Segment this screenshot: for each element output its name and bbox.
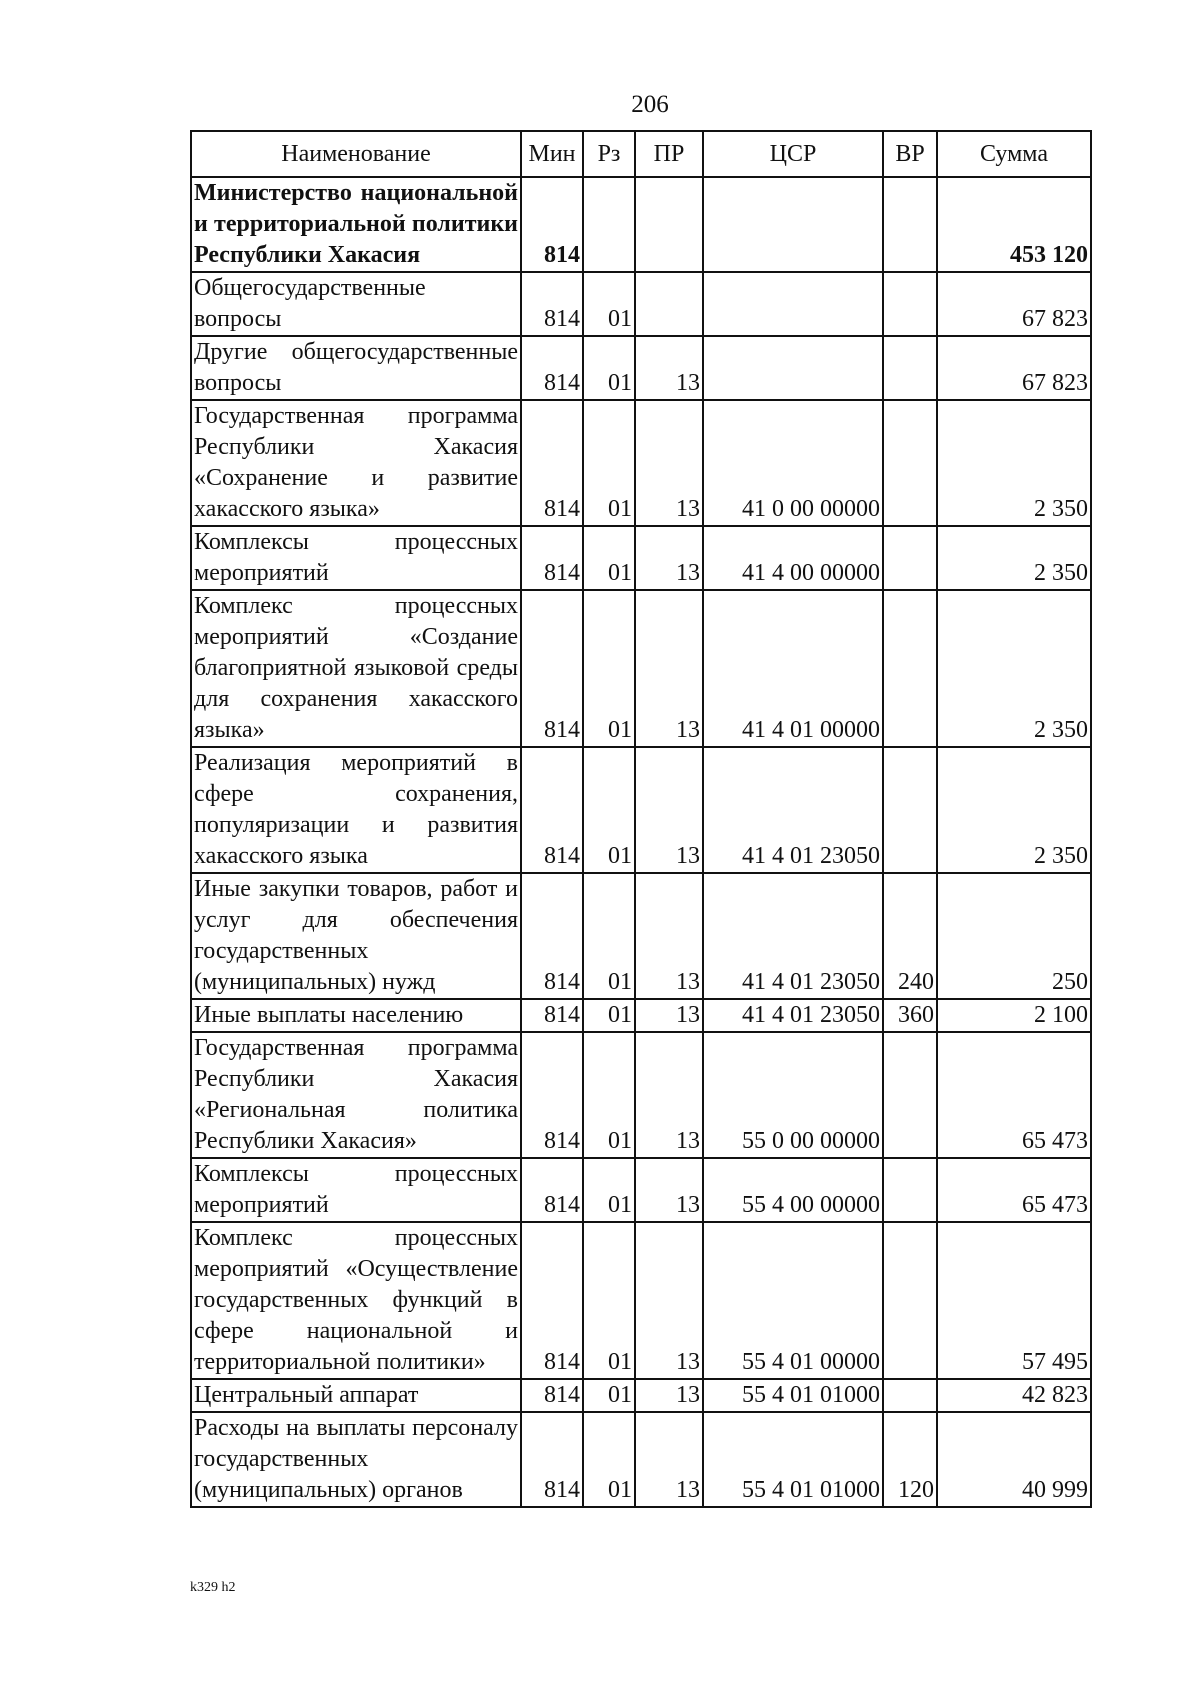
- cell-csr: 41 0 00 00000: [703, 400, 883, 526]
- cell-min: 814: [521, 336, 583, 400]
- table-row: [191, 1412, 1091, 1507]
- table-row: [191, 1158, 1091, 1222]
- cell-pr: 13: [635, 590, 703, 747]
- cell-name: Государственная программа Республики Хакасия «Региональная политика Республики Хакасия»: [191, 1032, 521, 1158]
- cell-min: 814: [521, 1379, 583, 1412]
- cell-rz: 01: [583, 999, 635, 1032]
- cell-min: 814: [521, 1158, 583, 1222]
- table-row: [191, 1379, 1091, 1412]
- cell-rz: 01: [583, 873, 635, 999]
- cell-vr: 360: [883, 999, 937, 1032]
- cell-sum: 2 350: [937, 526, 1091, 590]
- cell-csr: 55 4 01 01000: [703, 1379, 883, 1412]
- cell-min: 814: [521, 400, 583, 526]
- cell-min: 814: [521, 747, 583, 873]
- cell-rz: 01: [583, 336, 635, 400]
- cell-sum: 2 350: [937, 590, 1091, 747]
- cell-pr: 13: [635, 999, 703, 1032]
- cell-name: Комплекс процессных мероприятий «Создание благоприятной языковой среды для сохранения хакасского языка»: [191, 590, 521, 747]
- cell-pr: 13: [635, 1379, 703, 1412]
- cell-vr: [883, 1222, 937, 1379]
- cell-name: Общегосударственные вопросы: [191, 272, 521, 336]
- cell-sum: 453 120: [937, 177, 1091, 272]
- header-pr: ПР: [635, 131, 703, 177]
- cell-rz: 01: [583, 747, 635, 873]
- table-row: [191, 747, 1091, 873]
- cell-csr: 55 4 01 01000: [703, 1412, 883, 1507]
- cell-vr: [883, 177, 937, 272]
- cell-rz: 01: [583, 1412, 635, 1507]
- cell-pr: [635, 272, 703, 336]
- cell-rz: 01: [583, 1032, 635, 1158]
- header-min: Мин: [521, 131, 583, 177]
- cell-sum: 2 100: [937, 999, 1091, 1032]
- cell-vr: [883, 1032, 937, 1158]
- cell-csr: 55 4 00 00000: [703, 1158, 883, 1222]
- cell-rz: 01: [583, 1379, 635, 1412]
- table-row: [191, 999, 1091, 1032]
- cell-pr: 13: [635, 1158, 703, 1222]
- cell-pr: 13: [635, 1032, 703, 1158]
- budget-table: [190, 130, 1092, 1508]
- cell-csr: 41 4 01 23050: [703, 873, 883, 999]
- header-sum: Сумма: [937, 131, 1091, 177]
- cell-pr: 13: [635, 526, 703, 590]
- cell-min: 814: [521, 873, 583, 999]
- cell-vr: [883, 590, 937, 747]
- cell-rz: 01: [583, 526, 635, 590]
- cell-csr: [703, 336, 883, 400]
- cell-csr: [703, 272, 883, 336]
- cell-name: Другие общегосударственные вопросы: [191, 336, 521, 400]
- cell-vr: [883, 526, 937, 590]
- table-row: [191, 873, 1091, 999]
- table-row: [191, 590, 1091, 747]
- cell-min: 814: [521, 272, 583, 336]
- cell-pr: 13: [635, 747, 703, 873]
- cell-vr: [883, 400, 937, 526]
- cell-name: Реализация мероприятий в сфере сохранения, популяризации и развития хакасского языка: [191, 747, 521, 873]
- cell-vr: [883, 1158, 937, 1222]
- cell-name: Центральный аппарат: [191, 1379, 521, 1412]
- cell-vr: [883, 1379, 937, 1412]
- cell-vr: 120: [883, 1412, 937, 1507]
- cell-pr: [635, 177, 703, 272]
- cell-csr: 41 4 01 23050: [703, 747, 883, 873]
- cell-sum: 40 999: [937, 1412, 1091, 1507]
- cell-vr: [883, 747, 937, 873]
- cell-pr: 13: [635, 873, 703, 999]
- cell-min: 814: [521, 177, 583, 272]
- table-body: [191, 177, 1091, 1507]
- cell-name: Министерство национальной и территориальной политики Республики Хакасия: [191, 177, 521, 272]
- cell-pr: 13: [635, 1412, 703, 1507]
- footer-code: k329 h2: [190, 1580, 236, 1595]
- cell-rz: 01: [583, 400, 635, 526]
- cell-min: 814: [521, 526, 583, 590]
- cell-min: 814: [521, 1032, 583, 1158]
- cell-pr: 13: [635, 400, 703, 526]
- page-number: 206: [631, 91, 669, 118]
- cell-sum: 2 350: [937, 400, 1091, 526]
- cell-rz: 01: [583, 272, 635, 336]
- cell-sum: 65 473: [937, 1032, 1091, 1158]
- header-vr: ВР: [883, 131, 937, 177]
- cell-sum: 65 473: [937, 1158, 1091, 1222]
- cell-min: 814: [521, 1222, 583, 1379]
- header-csr: ЦСР: [703, 131, 883, 177]
- cell-name: Иные выплаты населению: [191, 999, 521, 1032]
- table-row: [191, 526, 1091, 590]
- cell-min: 814: [521, 590, 583, 747]
- cell-csr: 41 4 00 00000: [703, 526, 883, 590]
- cell-pr: 13: [635, 1222, 703, 1379]
- header-rz: Рз: [583, 131, 635, 177]
- cell-name: Комплекс процессных мероприятий «Осуществление государственных функций в сфере национальной и территориальной политики»: [191, 1222, 521, 1379]
- cell-csr: 55 4 01 00000: [703, 1222, 883, 1379]
- cell-csr: 41 4 01 23050: [703, 999, 883, 1032]
- table-row: [191, 400, 1091, 526]
- cell-csr: 55 0 00 00000: [703, 1032, 883, 1158]
- table-row: [191, 1032, 1091, 1158]
- cell-min: 814: [521, 1412, 583, 1507]
- cell-name: Комплексы процессных мероприятий: [191, 526, 521, 590]
- cell-rz: 01: [583, 1158, 635, 1222]
- table-row: [191, 177, 1091, 272]
- cell-csr: [703, 177, 883, 272]
- table-row: [191, 1222, 1091, 1379]
- cell-vr: [883, 272, 937, 336]
- cell-sum: 67 823: [937, 336, 1091, 400]
- cell-vr: 240: [883, 873, 937, 999]
- cell-name: Государственная программа Республики Хакасия «Сохранение и развитие хакасского языка»: [191, 400, 521, 526]
- cell-name: Расходы на выплаты персоналу государственных (муниципальных) органов: [191, 1412, 521, 1507]
- cell-name: Комплексы процессных мероприятий: [191, 1158, 521, 1222]
- table-row: [191, 336, 1091, 400]
- cell-sum: 2 350: [937, 747, 1091, 873]
- table-header-row: [191, 131, 1091, 177]
- header-name: Наименование: [191, 131, 521, 177]
- table-row: [191, 272, 1091, 336]
- cell-sum: 250: [937, 873, 1091, 999]
- cell-sum: 67 823: [937, 272, 1091, 336]
- cell-pr: 13: [635, 336, 703, 400]
- cell-min: 814: [521, 999, 583, 1032]
- cell-csr: 41 4 01 00000: [703, 590, 883, 747]
- cell-sum: 57 495: [937, 1222, 1091, 1379]
- cell-vr: [883, 336, 937, 400]
- cell-name: Иные закупки товаров, работ и услуг для обеспечения государственных (муниципальных) нужд: [191, 873, 521, 999]
- cell-rz: 01: [583, 1222, 635, 1379]
- cell-sum: 42 823: [937, 1379, 1091, 1412]
- cell-rz: 01: [583, 590, 635, 747]
- cell-rz: [583, 177, 635, 272]
